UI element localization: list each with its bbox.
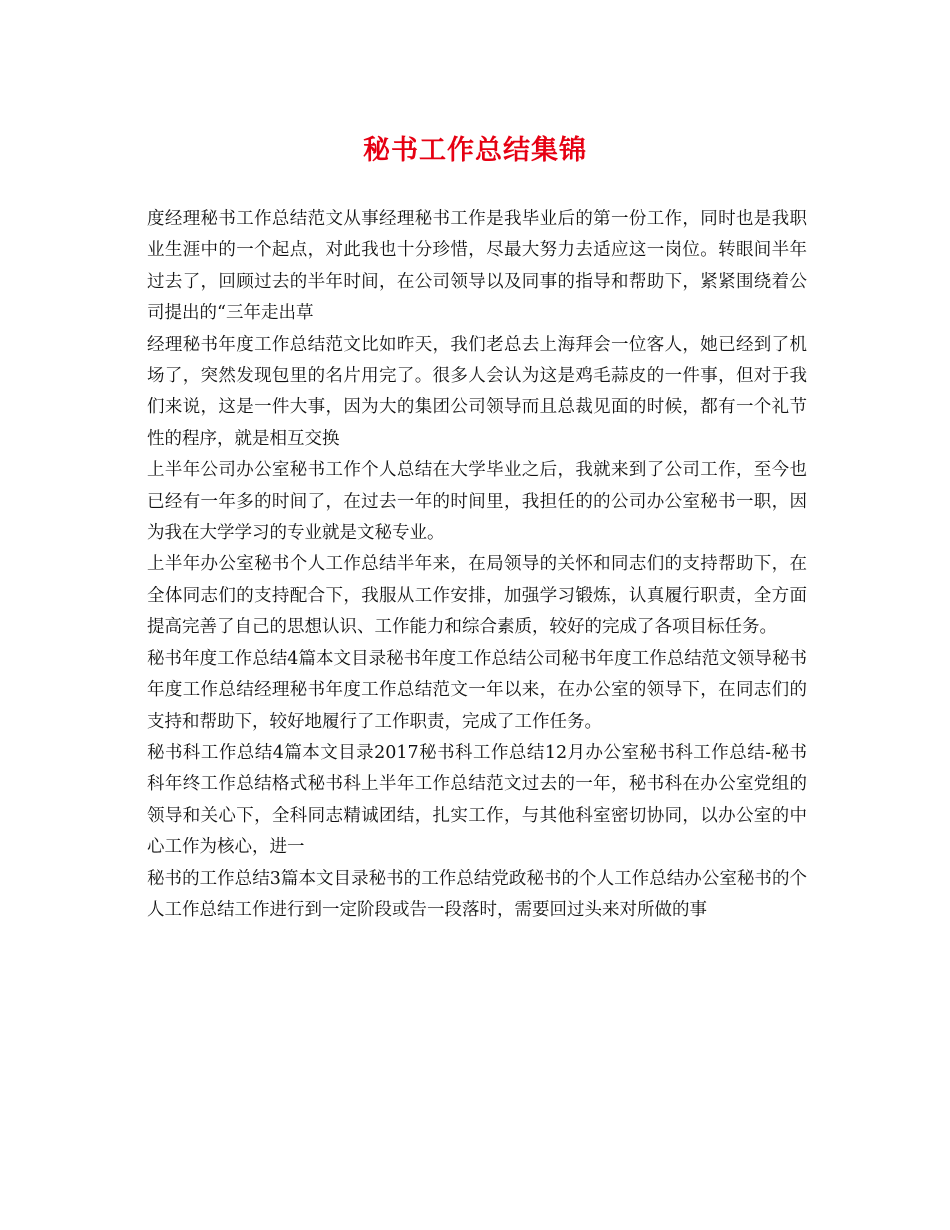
paragraph-7: 秘书的工作总结3篇本文目录秘书的工作总结党政秘书的个人工作总结办公室秘书的个人工作总结工作进行到一定阶段或告一段落时，需要回过头来对所做的事: [147, 868, 807, 920]
paragraph-4: 上半年办公室秘书个人工作总结半年来，在局领导的关怀和同志们的支持帮助下，在全体同志们的支持配合下，我服从工作安排，加强学习锻炼，认真履行职责，全方面提高完善了自己的思想认识、工作能力和综合素质，较好的完成了各项目标任务。: [147, 554, 807, 638]
paragraph-2: 经理秘书年度工作总结范文比如昨天，我们老总去上海拜会一位客人，她已经到了机场了，突然发现包里的名片用完了。很多人会认为这是鸡毛蒜皮的一件事，但对于我们来说，这是一件大事，因为大的集团公司领导而且总裁见面的时候，都有一个礼节性的程序，就是相互交换: [147, 334, 807, 449]
paragraph-3: 上半年公司办公室秘书工作个人总结在大学毕业之后，我就来到了公司工作，至今也已经有一年多的时间了，在过去一年的时间里，我担任的的公司办公室秘书一职，因为我在大学学习的专业就是文秘专业。: [147, 460, 807, 544]
document-title: 秘书工作总结集锦: [363, 135, 587, 166]
paragraph-6: 秘书科工作总结4篇本文目录2017秘书科工作总结12月办公室秘书科工作总结-秘书科年终工作总结格式秘书科上半年工作总结范文过去的一年，秘书科在办公室党组的领导和关心下，全科同志精诚团结，扎实工作，与其他科室密切协同，以办公室的中心工作为核心，进一: [147, 742, 807, 858]
paragraph-1: 度经理秘书工作总结范文从事经理秘书工作是我毕业后的第一份工作，同时也是我职业生涯中的一个起点，对此我也十分珍惜，尽最大努力去适应这一岗位。转眼间半年过去了，回顾过去的半年时间，在公司领导以及同事的指导和帮助下，紧紧围绕着公司提出的“三年走出草: [147, 209, 807, 324]
document-body: [147, 204, 807, 926]
paragraph-5: 秘书年度工作总结4篇本文目录秘书年度工作总结公司秘书年度工作总结范文领导秘书年度工作总结经理秘书年度工作总结范文一年以来，在办公室的领导下，在同志们的支持和帮助下，较好地履行了工作职责，完成了工作任务。: [147, 648, 807, 732]
